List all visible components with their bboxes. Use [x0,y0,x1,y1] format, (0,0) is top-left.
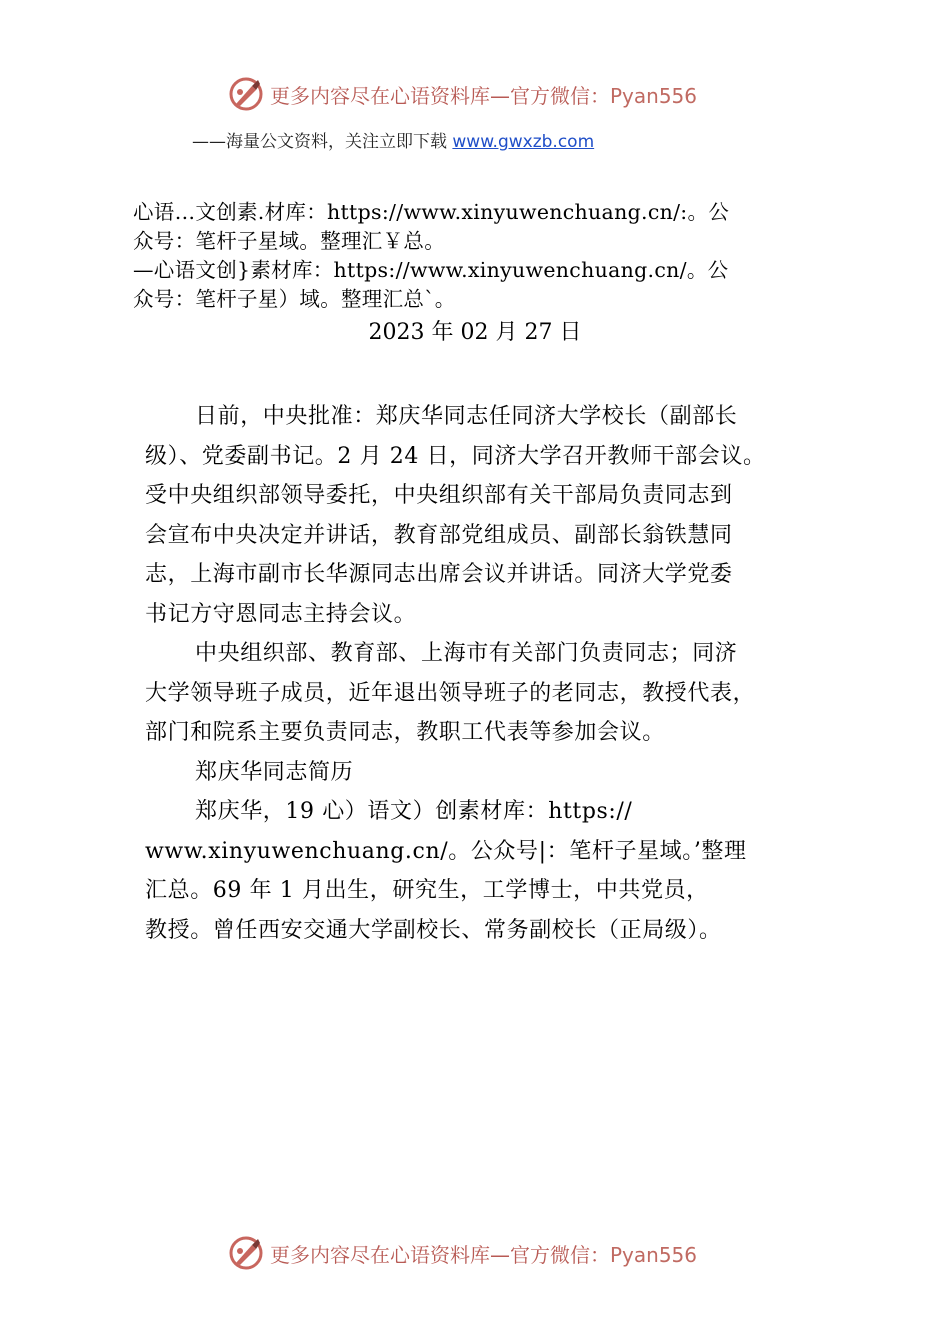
section-heading: 郑庆华同志简历 [195,759,354,785]
footer-banner [226,1231,697,1275]
body-line: 书记方守恩同志主持会议。 [145,601,417,627]
body-line: 郑庆华，19 心）语文）创素材库：https:// [195,799,633,824]
body-line: 日前，中央批准：郑庆华同志任同济大学校长（副部长 [195,404,738,429]
source-line: 众号：笔杆子星域。整理汇￥总。 [133,229,445,253]
source-line: —心语文创}素材库：https://www.xinyuwenchuang.cn/。公 [133,258,729,282]
footer-banner-main: 更多内容尽在心语资料库—官方微信： [270,1242,610,1267]
source-line: 众号：笔杆子星）域。整理汇总`。 [133,287,456,311]
source-line: 心语…文创素.材库：https://www.xinyuwenchuang.cn/:。公 [133,200,730,224]
subheader [192,127,594,152]
article-body [145,397,825,950]
body-line: 级）、党委副书记。2 月 24 日，同济大学召开教师干部会议。 [145,443,766,469]
body-line: 会宣布中央决定并讲话，教育部党组成员、副部长翁铁慧同 [145,522,733,548]
header-banner-main: 更多内容尽在心语资料库—官方微信： [270,83,610,108]
body-line: 部门和院系主要负责同志，教职工代表等参加会议。 [145,720,665,745]
document-date: 2023 年 02 月 27 日 [368,320,582,345]
body-line: 教授。曾任西安交通大学副校长、常务副校长（正局级）。 [145,917,722,943]
brand-logo-icon [226,74,266,114]
body-line: 汇总。69 年 1 月出生，研究生，工学博士，中共党员， [145,878,709,903]
footer-wechat-id: Pyan556 [610,1242,698,1267]
body-line: 受中央组织部领导委托，中央组织部有关干部局负责同志到 [145,483,733,508]
header-banner [226,72,697,116]
body-line: 大学领导班子成员，近年退出领导班子的老同志，教授代表， [145,680,756,706]
footer-banner-text [270,1239,697,1268]
header-wechat-id: Pyan556 [610,83,698,108]
brand-logo-icon [226,1233,266,1273]
body-line: 志，上海市副市长华源同志出席会议并讲话。同济大学党委 [145,562,733,587]
header-banner-text [270,80,697,109]
body-line: 中央组织部、教育部、上海市有关部门负责同志；同济 [195,641,738,666]
subheader-prefix: ——海量公文资料，关注立即下载 [192,132,453,152]
download-link[interactable]: www.gwxzb.com [452,132,595,152]
source-notes [133,198,833,314]
body-line: www.xinyuwenchuang.cn/。公众号|：笔杆子星域。’整理 [145,838,747,864]
